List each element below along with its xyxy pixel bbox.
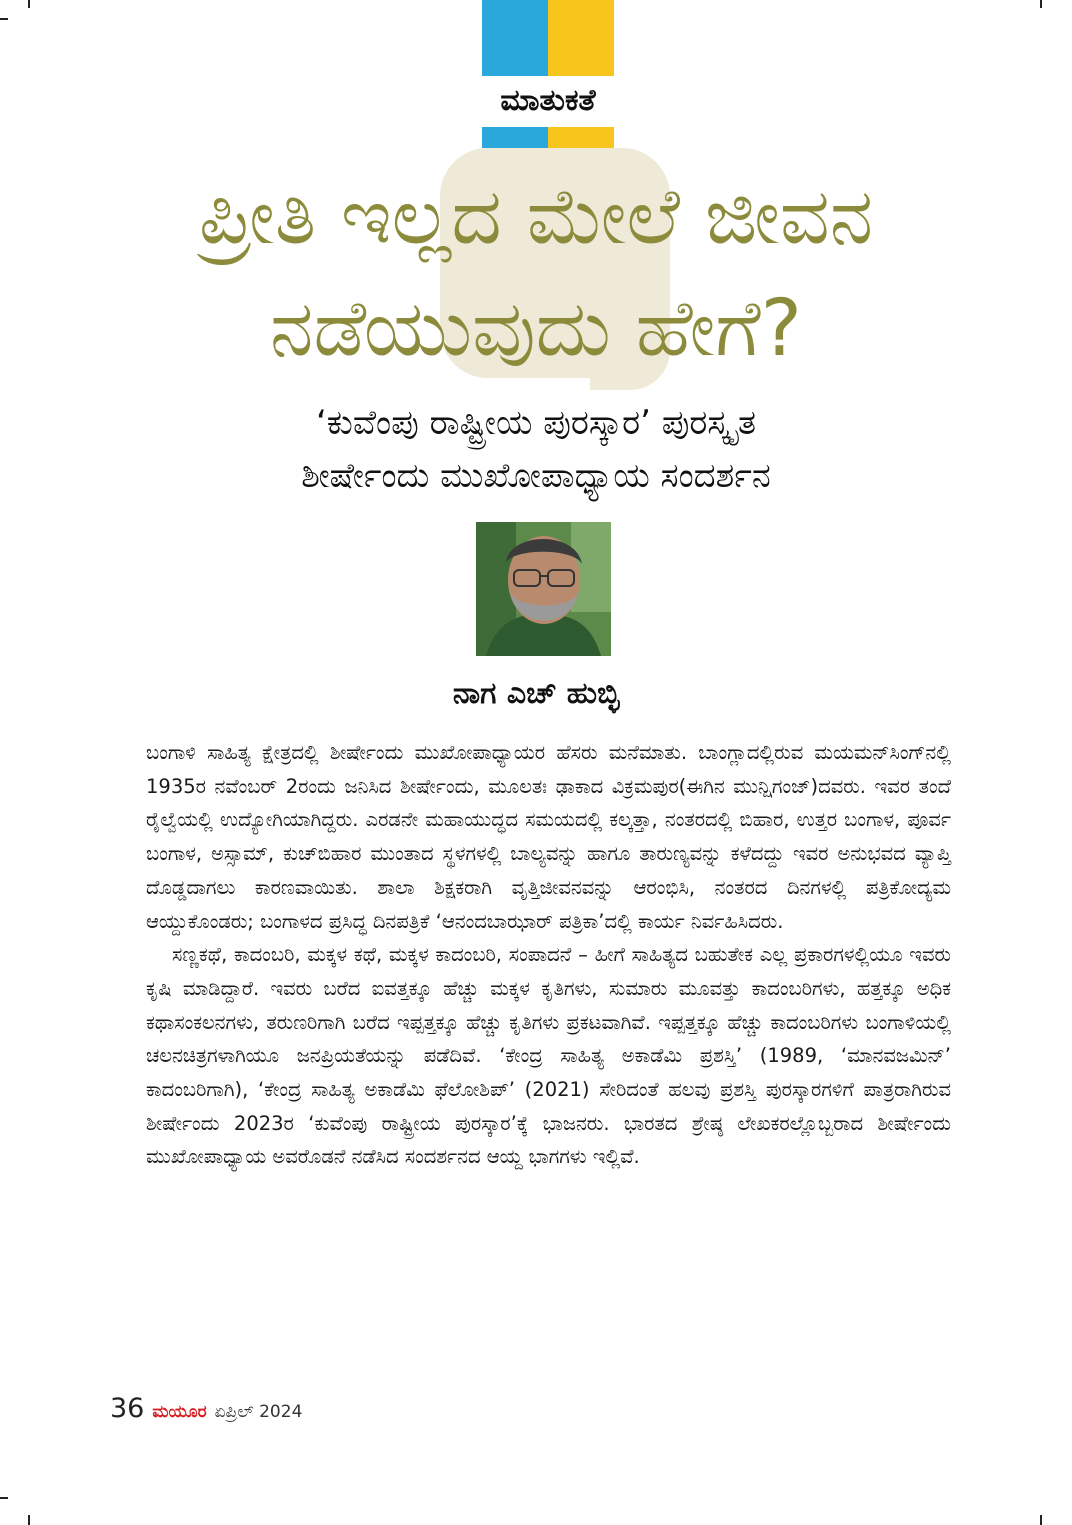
article-paragraph-1: ಬಂಗಾಳಿ ಸಾಹಿತ್ಯ ಕ್ಷೇತ್ರದಲ್ಲಿ ಶೀರ್ಷೇಂದು ಮುಖೋಪಾಧ್ಯಾಯರ ಹೆಸರು ಮನೆಮಾತು. ಬಾಂಗ್ಲಾದಲ್ಲಿರುವ ಮಯಮನ್‌ಸಿಂಗ್‌ನಲ್ಲಿ 1935ರ ನವೆಂಬರ್ 2ರಂದು ಜನಿಸಿದ ಶೀರ್ಷೇಂದು, ಮೂಲತಃ ಢಾಕಾದ ವಿಕ್ರಮಪುರ(ಈಗಿನ ಮುನ್ಷಿಗಂಜ್)ದವರು. ಇವರ ತಂದೆ ರೈಲ್ವೆಯಲ್ಲಿ ಉದ್ಯೋಗಿಯಾಗಿದ್ದರು. ಎರಡನೇ ಮಹಾಯುದ್ಧದ ಸಮಯದಲ್ಲಿ ಕಲ್ಕತ್ತಾ, ನಂತರದಲ್ಲಿ ಬಿಹಾರ, ಉತ್ತರ ಬಂಗಾಳ, ಪೂರ್ವ ಬಂಗಾಳ, ಅಸ್ಸಾಮ್, ಕುಚ್‌ಬಿಹಾರ ಮುಂತಾದ ಸ್ಥಳಗಳಲ್ಲಿ ಬಾಲ್ಯವನ್ನು ಹಾಗೂ ತಾರುಣ್ಯವನ್ನು ಕಳೆದದ್ದು ಇವರ ಅನುಭವದ ವ್ಯಾಪ್ತಿ ದೊಡ್ಡದಾಗಲು ಕಾರಣವಾಯಿತು. ಶಾಲಾ ಶಿಕ್ಷಕರಾಗಿ ವೃತ್ತಿಜೀವನವನ್ನು ಆರಂಭಿಸಿ, ನಂತರದ ದಿನಗಳಲ್ಲಿ ಪತ್ರಿಕೋದ್ಯಮ ಆಯ್ದುಕೊಂಡರು; ಬಂಗಾಳದ ಪ್ರಸಿದ್ಧ ದಿನಪತ್ರಿಕೆ ‘ಆನಂದಬಾಝಾರ್ ಪತ್ರಿಕಾ’ದಲ್ಲಿ ಕಾರ್ಯ ನಿರ್ವಹಿಸಿದರು. bbox=[146, 741, 951, 933]
page-number: 36 bbox=[110, 1393, 145, 1424]
crop-mark-top-left bbox=[28, 0, 30, 8]
section-logo bbox=[482, 0, 614, 150]
logo-blue-block bbox=[482, 0, 548, 76]
article-body bbox=[146, 736, 951, 1174]
logo-blue-strip bbox=[482, 127, 548, 148]
crop-mark-top-left-h bbox=[0, 18, 8, 20]
crop-mark-bottom-right bbox=[1040, 1515, 1042, 1525]
author-byline: ನಾಗ ಎಚ್‌ ಹುಬ್ಳಿ bbox=[452, 676, 620, 711]
headline-line-1: ಪ್ರೀತಿ ಇಲ್ಲದ ಮೇಲೆ ಜೀವನ bbox=[198, 172, 874, 262]
logo-yellow-strip bbox=[548, 127, 614, 148]
subheading-line-2: ಶೀರ್ಷೇಂದು ಮುಖೋಪಾಧ್ಯಾಯ ಸಂದರ್ಶನ bbox=[301, 456, 771, 496]
magazine-name: ಮಯೂರ bbox=[152, 1402, 207, 1422]
crop-mark-bottom-left bbox=[0, 1497, 8, 1499]
crop-mark-bottom-left-v bbox=[28, 1515, 30, 1525]
article-paragraph-2: ಸಣ್ಣಕಥೆ, ಕಾದಂಬರಿ, ಮಕ್ಕಳ ಕಥೆ, ಮಕ್ಕಳ ಕಾದಂಬರಿ, ಸಂಪಾದನೆ – ಹೀಗೆ ಸಾಹಿತ್ಯದ ಬಹುತೇಕ ಎಲ್ಲ ಪ್ರಕಾರಗಳಲ್ಲಿಯೂ ಇವರು ಕೃಷಿ ಮಾಡಿದ್ದಾರೆ. ಇವರು ಬರೆದ ಐವತ್ತಕ್ಕೂ ಹೆಚ್ಚು ಮಕ್ಕಳ ಕೃತಿಗಳು, ಸುಮಾರು ಮೂವತ್ತು ಕಾದಂಬರಿಗಳು, ಹತ್ತಕ್ಕೂ ಅಧಿಕ ಕಥಾಸಂಕಲನಗಳು, ತರುಣರಿಗಾಗಿ ಬರೆದ ಇಪ್ಪತ್ತಕ್ಕೂ ಹೆಚ್ಚು ಕೃತಿಗಳು ಪ್ರಕಟವಾಗಿವೆ. ಇಪ್ಪತ್ತಕ್ಕೂ ಹೆಚ್ಚು ಕಾದಂಬರಿಗಳು ಬಂಗಾಳಿಯಲ್ಲಿ ಚಲನಚಿತ್ರಗಳಾಗಿಯೂ ಜನಪ್ರಿಯತೆಯನ್ನು ಪಡೆದಿವೆ. ‘ಕೇಂದ್ರ ಸಾಹಿತ್ಯ ಅಕಾಡೆಮಿ ಪ್ರಶಸ್ತಿ’ (1989, ‘ಮಾನವಜಮಿನ್’ ಕಾದಂಬರಿಗಾಗಿ), ‘ಕೇಂದ್ರ ಸಾಹಿತ್ಯ ಅಕಾಡೆಮಿ ಫೆಲೋಶಿಪ್’ (2021) ಸೇರಿದಂತೆ ಹಲವು ಪ್ರಶಸ್ತಿ ಪುರಸ್ಕಾರಗಳಿಗೆ ಪಾತ್ರರಾಗಿರುವ ಶೀರ್ಷೇಂದು 2023ರ ‘ಕುವೆಂಪು ರಾಷ್ಟ್ರೀಯ ಪುರಸ್ಕಾರ’ಕ್ಕೆ ಭಾಜನರು. ಭಾರತದ ಶ್ರೇಷ್ಠ ಲೇಖಕರಲ್ಲೊಬ್ಬರಾದ ಶೀರ್ಷೇಂದು ಮುಖೋಪಾಧ್ಯಾಯ ಅವರೊಡನೆ ನಡೆಸಿದ ಸಂದರ್ಶನದ ಆಯ್ದ ಭಾಗಗಳು ಇಲ್ಲಿವೆ. bbox=[146, 943, 951, 1169]
author-portrait bbox=[476, 522, 611, 656]
section-label: ಮಾತುಕತೆ bbox=[482, 76, 614, 124]
headline-line-2: ನಡೆಯುವುದು ಹೇಗೆ? bbox=[270, 284, 802, 374]
logo-yellow-block bbox=[548, 0, 614, 76]
subheading-line-1: ‘ಕುವೆಂಪು ರಾಷ್ಟ್ರೀಯ ಪುರಸ್ಕಾರ’ ಪುರಸ್ಕೃತ bbox=[315, 403, 757, 443]
crop-mark-top-right bbox=[1040, 0, 1042, 8]
issue-date: ಏಪ್ರಿಲ್ 2024 bbox=[214, 1402, 303, 1422]
page-footer bbox=[110, 1393, 302, 1424]
